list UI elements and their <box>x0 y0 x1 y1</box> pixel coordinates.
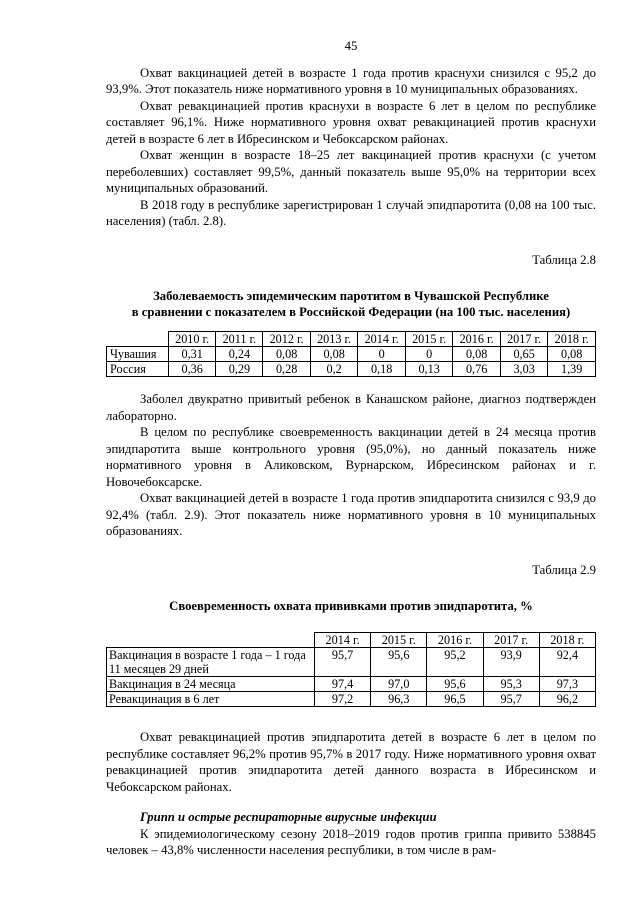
table-corner <box>107 332 169 347</box>
row-header: Чувашия <box>107 347 169 362</box>
table-cell: 97,2 <box>315 692 371 707</box>
table-cell: 0,29 <box>216 362 263 377</box>
table-cell: 0,08 <box>453 347 501 362</box>
paragraph-timeliness-24-months: В целом по республике своевременность вакцинации детей в 24 месяца против эпидпаротита выше контрольного уровня (95,0%), но данный показатель ниже нормативного уровня в Аликовском, Вурнарском, Ибресинском районах и г. Новочебоксарске. <box>106 425 596 489</box>
table-header-row <box>107 332 596 347</box>
mumps-vaccination-coverage-table <box>106 632 596 707</box>
table-cell: 93,9 <box>483 648 539 677</box>
table-row <box>107 648 596 677</box>
table-cell: 92,4 <box>539 648 595 677</box>
paragraph-rubella-revaccination: Охват ревакцинацией против краснухи в возрасте 6 лет в целом по республике составляет 96,1%. Ниже нормативного уровня охват ревакцинацией против краснухи детей в возрасте 6 лет в Ибресинском и Чебоксарском районах. <box>106 98 596 146</box>
table-cell: 1,39 <box>548 362 596 377</box>
table-row <box>107 692 596 707</box>
table-cell: 97,4 <box>315 677 371 692</box>
table-cell: 0,76 <box>453 362 501 377</box>
paragraph-influenza: К эпидемиологическому сезону 2018–2019 годов против гриппа привито 538845 человек – 43,8% численности населения республики, в том числе в рам- <box>106 826 596 857</box>
paragraph-mumps-vaccination-1-year: Охват вакцинацией детей в возрасте 1 года против эпидпаротита снизился с 93,9 до 92,4% (табл. 2.9). Этот показатель ниже нормативного уровня в 10 муниципальных образованиях. <box>106 491 596 538</box>
paragraph-rubella-vaccination: Охват вакцинацией детей в возрасте 1 года против краснухи снизился с 95,2 до 93,9%. Этот показатель ниже нормативного уровня в 10 муниципальных образованиях. <box>106 65 596 96</box>
table-cell: 97,3 <box>539 677 595 692</box>
table-cell: 0,28 <box>263 362 311 377</box>
table-2-8-title-line1: Заболеваемость эпидемическим паротитом в Чувашской Республике <box>153 289 549 303</box>
table-corner <box>107 633 315 648</box>
table-cell: 0,08 <box>263 347 311 362</box>
table-cell: 3,03 <box>500 362 548 377</box>
page-number: 45 <box>344 39 358 53</box>
column-header: 2018 г. <box>548 332 596 347</box>
column-header: 2017 г. <box>500 332 548 347</box>
table-row <box>107 347 596 362</box>
mumps-incidence-table <box>106 331 596 377</box>
paragraph-mumps-revaccination: Охват ревакцинацией против эпидпаротита детей в возрасте 6 лет в целом по республике составляет 96,2% против 95,7% в 2017 году. Ниже нормативного уровня охват ревакцинацией против эпидпаротита детей данного возраста в Ибресинском и Чебоксарском районах. <box>106 730 596 794</box>
column-header: 2011 г. <box>216 332 263 347</box>
table-cell: 0,08 <box>548 347 596 362</box>
column-header: 2016 г. <box>453 332 501 347</box>
column-header: 2012 г. <box>263 332 311 347</box>
table-cell: 96,3 <box>371 692 427 707</box>
table-cell: 0,24 <box>216 347 263 362</box>
table-cell: 95,7 <box>483 692 539 707</box>
table-cell: 0,31 <box>168 347 216 362</box>
row-header: Вакцинация в 24 месяца <box>107 677 315 692</box>
row-header: Ревакцинация в 6 лет <box>107 692 315 707</box>
table-cell: 95,3 <box>483 677 539 692</box>
table-cell: 0 <box>405 347 453 362</box>
table-cell: 95,6 <box>427 677 483 692</box>
table-2-8-label: Таблица 2.8 <box>532 252 596 267</box>
table-row <box>107 362 596 377</box>
column-header: 2014 г. <box>358 332 406 347</box>
section-heading-influenza: Грипп и острые респираторные вирусные инфекции <box>140 810 437 824</box>
column-header: 2014 г. <box>315 633 371 648</box>
document-page <box>106 38 596 859</box>
column-header: 2017 г. <box>483 633 539 648</box>
table-cell: 96,5 <box>427 692 483 707</box>
table-row <box>107 677 596 692</box>
table-2-8-title-line2: в сравнении с показателем в Российской Федерации (на 100 тыс. населения) <box>131 305 571 319</box>
column-header: 2010 г. <box>168 332 216 347</box>
column-header: 2016 г. <box>427 633 483 648</box>
table-cell: 96,2 <box>539 692 595 707</box>
table-2-9-title: Своевременность охвата прививками против эпидпаротита, % <box>169 599 533 613</box>
column-header: 2013 г. <box>310 332 358 347</box>
row-header: Вакцинация в возрасте 1 года – 1 года 11 месяцев 29 дней <box>107 648 315 677</box>
table-cell: 0,36 <box>168 362 216 377</box>
table-cell: 97,0 <box>371 677 427 692</box>
column-header: 2018 г. <box>539 633 595 648</box>
table-cell: 95,7 <box>315 648 371 677</box>
table-cell: 95,6 <box>371 648 427 677</box>
paragraph-sick-child: Заболел двукратно привитый ребенок в Канашском районе, диагноз подтвержден лабораторно. <box>106 392 596 423</box>
row-header: Россия <box>107 362 169 377</box>
table-cell: 0,65 <box>500 347 548 362</box>
table-cell: 0,13 <box>405 362 453 377</box>
paragraph-women-rubella: Охват женщин в возрасте 18–25 лет вакцинацией против краснухи (с учетом переболевших) составляет 99,5%, данный показатель выше 95,0% на территории всех муниципальных образований. <box>106 148 596 195</box>
table-cell: 0,08 <box>310 347 358 362</box>
column-header: 2015 г. <box>371 633 427 648</box>
table-cell: 0,2 <box>310 362 358 377</box>
paragraph-mumps-case: В 2018 году в республике зарегистрирован 1 случай эпидпаротита (0,08 на 100 тыс. населения) (табл. 2.8). <box>106 197 596 228</box>
table-cell: 0 <box>358 347 406 362</box>
table-2-8-title <box>106 288 596 320</box>
table-cell: 95,2 <box>427 648 483 677</box>
column-header: 2015 г. <box>405 332 453 347</box>
table-2-9-label: Таблица 2.9 <box>532 562 596 577</box>
table-header-row <box>107 633 596 648</box>
table-cell: 0,18 <box>358 362 406 377</box>
